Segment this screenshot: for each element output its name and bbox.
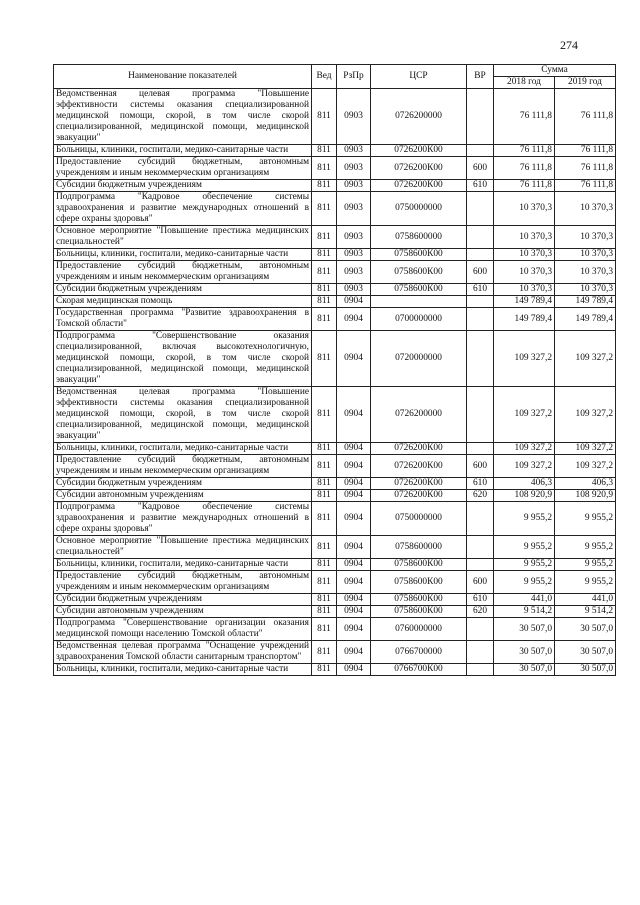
row-csr: 0766700000 <box>371 641 467 664</box>
row-vr: 610 <box>467 284 494 296</box>
row-value-2018: 30 507,0 <box>494 618 555 641</box>
row-value-2019: 108 920,9 <box>555 490 616 502</box>
row-value-2018: 109 327,2 <box>494 331 555 387</box>
row-name: Подпрограмма "Совершенствование организации оказания медицинской помощи населению Томской области" <box>54 618 312 641</box>
row-ved: 811 <box>312 284 337 296</box>
row-name: Субсидии бюджетным учреждениям <box>54 594 312 606</box>
row-name: Предоставление субсидий бюджетным, автономным учреждениям и иным некоммерческим организациям <box>54 571 312 594</box>
row-vr <box>467 331 494 387</box>
row-ved: 811 <box>312 606 337 618</box>
row-csr: 0750000000 <box>371 502 467 536</box>
table-row <box>54 284 616 296</box>
row-value-2019: 76 111,8 <box>555 180 616 192</box>
row-rzpr: 0903 <box>337 145 371 157</box>
row-rzpr: 0903 <box>337 226 371 249</box>
row-vr: 600 <box>467 571 494 594</box>
row-value-2018: 149 789,4 <box>494 308 555 331</box>
row-csr: 0700000000 <box>371 308 467 331</box>
row-rzpr: 0903 <box>337 157 371 180</box>
table-row <box>54 618 616 641</box>
row-ved: 811 <box>312 296 337 308</box>
row-csr <box>371 296 467 308</box>
row-vr <box>467 536 494 559</box>
table-row <box>54 226 616 249</box>
row-vr: 600 <box>467 157 494 180</box>
row-csr: 0726200000 <box>371 387 467 443</box>
row-name: Подпрограмма "Совершенствование оказания специализированной, включая высокотехнологичную, медицинской помощи, скорой, в том числе скорой специализированной, медицинской помощи, медицинской эвакуации" <box>54 331 312 387</box>
row-value-2019: 30 507,0 <box>555 618 616 641</box>
header-name: Наименование показателей <box>54 65 312 89</box>
row-csr: 0726200К00 <box>371 180 467 192</box>
row-vr <box>467 502 494 536</box>
row-value-2019: 30 507,0 <box>555 664 616 676</box>
table-row <box>54 571 616 594</box>
row-ved: 811 <box>312 594 337 606</box>
row-value-2018: 76 111,8 <box>494 157 555 180</box>
row-vr <box>467 249 494 261</box>
row-ved: 811 <box>312 89 337 145</box>
row-name: Предоставление субсидий бюджетным, автономным учреждениям и иным некоммерческим организациям <box>54 261 312 284</box>
row-value-2018: 10 370,3 <box>494 284 555 296</box>
header-row <box>54 65 616 77</box>
row-value-2019: 109 327,2 <box>555 455 616 478</box>
row-name: Ведомственная целевая программа "Оснащение учреждений здравоохранения Томской области санитарным транспортом" <box>54 641 312 664</box>
header-2019: 2019 год <box>555 77 616 89</box>
row-ved: 811 <box>312 664 337 676</box>
header-2018: 2018 год <box>494 77 555 89</box>
table-row <box>54 308 616 331</box>
row-vr <box>467 387 494 443</box>
row-value-2018: 109 327,2 <box>494 443 555 455</box>
row-value-2018: 76 111,8 <box>494 145 555 157</box>
row-csr: 0726200К00 <box>371 455 467 478</box>
row-value-2019: 9 955,2 <box>555 536 616 559</box>
table-row <box>54 559 616 571</box>
row-value-2018: 9 955,2 <box>494 559 555 571</box>
row-csr: 0726200К00 <box>371 145 467 157</box>
table-row <box>54 641 616 664</box>
row-rzpr: 0903 <box>337 89 371 145</box>
row-value-2019: 10 370,3 <box>555 249 616 261</box>
row-rzpr: 0903 <box>337 284 371 296</box>
row-name: Больницы, клиники, госпитали, медико-санитарные части <box>54 664 312 676</box>
row-rzpr: 0904 <box>337 571 371 594</box>
row-name: Субсидии бюджетным учреждениям <box>54 284 312 296</box>
row-rzpr: 0904 <box>337 664 371 676</box>
row-csr: 0766700К00 <box>371 664 467 676</box>
row-ved: 811 <box>312 536 337 559</box>
row-vr: 610 <box>467 594 494 606</box>
row-rzpr: 0903 <box>337 180 371 192</box>
row-name: Скорая медицинская помощь <box>54 296 312 308</box>
row-name: Субсидии автономным учреждениям <box>54 490 312 502</box>
row-value-2019: 10 370,3 <box>555 192 616 226</box>
row-value-2018: 406,3 <box>494 478 555 490</box>
header-csr: ЦСР <box>371 65 467 89</box>
row-value-2019: 9 955,2 <box>555 571 616 594</box>
row-ved: 811 <box>312 226 337 249</box>
row-value-2018: 149 789,4 <box>494 296 555 308</box>
row-value-2018: 9 514,2 <box>494 606 555 618</box>
row-csr: 0758600000 <box>371 226 467 249</box>
row-csr: 0758600000 <box>371 536 467 559</box>
row-rzpr: 0904 <box>337 594 371 606</box>
row-value-2018: 109 327,2 <box>494 387 555 443</box>
row-csr: 0726200К00 <box>371 157 467 180</box>
row-ved: 811 <box>312 192 337 226</box>
table-row <box>54 478 616 490</box>
row-value-2019: 10 370,3 <box>555 284 616 296</box>
row-value-2018: 10 370,3 <box>494 226 555 249</box>
row-value-2018: 76 111,8 <box>494 89 555 145</box>
row-csr: 0750000000 <box>371 192 467 226</box>
row-vr: 610 <box>467 478 494 490</box>
row-value-2019: 76 111,8 <box>555 89 616 145</box>
row-value-2018: 441,0 <box>494 594 555 606</box>
row-value-2019: 441,0 <box>555 594 616 606</box>
row-rzpr: 0903 <box>337 192 371 226</box>
row-vr <box>467 89 494 145</box>
row-rzpr: 0904 <box>337 296 371 308</box>
row-rzpr: 0904 <box>337 443 371 455</box>
row-csr: 0758600К00 <box>371 559 467 571</box>
row-name: Предоставление субсидий бюджетным, автономным учреждениям и иным некоммерческим организациям <box>54 157 312 180</box>
table-row <box>54 664 616 676</box>
row-csr: 0726200К00 <box>371 443 467 455</box>
row-value-2019: 149 789,4 <box>555 308 616 331</box>
row-vr: 620 <box>467 606 494 618</box>
row-vr <box>467 296 494 308</box>
row-ved: 811 <box>312 249 337 261</box>
row-value-2019: 406,3 <box>555 478 616 490</box>
row-name: Больницы, клиники, госпитали, медико-санитарные части <box>54 443 312 455</box>
row-value-2019: 109 327,2 <box>555 331 616 387</box>
row-csr: 0758600К00 <box>371 606 467 618</box>
row-vr <box>467 308 494 331</box>
row-rzpr: 0904 <box>337 387 371 443</box>
row-value-2018: 10 370,3 <box>494 249 555 261</box>
row-rzpr: 0904 <box>337 502 371 536</box>
row-value-2018: 76 111,8 <box>494 180 555 192</box>
row-value-2018: 9 955,2 <box>494 502 555 536</box>
row-name: Субсидии бюджетным учреждениям <box>54 478 312 490</box>
table-row <box>54 145 616 157</box>
row-value-2019: 10 370,3 <box>555 226 616 249</box>
row-value-2019: 76 111,8 <box>555 157 616 180</box>
table-row <box>54 261 616 284</box>
row-name: Субсидии автономным учреждениям <box>54 606 312 618</box>
row-rzpr: 0904 <box>337 559 371 571</box>
row-ved: 811 <box>312 180 337 192</box>
row-value-2019: 149 789,4 <box>555 296 616 308</box>
row-csr: 0758600К00 <box>371 284 467 296</box>
row-name: Ведомственная целевая программа "Повышение эффективности системы оказания специализированной медицинской помощи, скорой, в том числе скорой специализированной, медицинской помощи, медицинской эвакуации" <box>54 89 312 145</box>
row-vr <box>467 192 494 226</box>
row-vr <box>467 559 494 571</box>
table-row <box>54 443 616 455</box>
row-vr <box>467 443 494 455</box>
row-value-2018: 30 507,0 <box>494 641 555 664</box>
header-ved: Вед <box>312 65 337 89</box>
row-value-2019: 109 327,2 <box>555 443 616 455</box>
row-rzpr: 0903 <box>337 261 371 284</box>
row-csr: 0758600К00 <box>371 594 467 606</box>
row-csr: 0726200000 <box>371 89 467 145</box>
row-name: Подпрограмма "Кадровое обеспечение системы здравоохранения и развитие международных отношений в сфере охраны здоровья" <box>54 502 312 536</box>
row-value-2018: 108 920,9 <box>494 490 555 502</box>
row-ved: 811 <box>312 490 337 502</box>
header-sum: Сумма <box>494 65 616 77</box>
row-vr <box>467 641 494 664</box>
row-value-2018: 9 955,2 <box>494 571 555 594</box>
budget-table <box>53 64 616 676</box>
table-row <box>54 606 616 618</box>
row-vr <box>467 226 494 249</box>
table-row <box>54 89 616 145</box>
row-value-2019: 9 955,2 <box>555 502 616 536</box>
row-rzpr: 0904 <box>337 606 371 618</box>
table-row <box>54 331 616 387</box>
table-row <box>54 490 616 502</box>
row-value-2018: 9 955,2 <box>494 536 555 559</box>
row-csr: 0758600К00 <box>371 249 467 261</box>
header-rzpr: РзПр <box>337 65 371 89</box>
row-rzpr: 0904 <box>337 455 371 478</box>
row-rzpr: 0904 <box>337 641 371 664</box>
row-csr: 0760000000 <box>371 618 467 641</box>
page-number: 274 <box>560 38 578 52</box>
row-ved: 811 <box>312 443 337 455</box>
row-name: Государственная программа "Развитие здравоохранения в Томской области" <box>54 308 312 331</box>
table-row <box>54 536 616 559</box>
row-value-2019: 109 327,2 <box>555 387 616 443</box>
row-vr: 600 <box>467 261 494 284</box>
header-vr: ВР <box>467 65 494 89</box>
row-name: Больницы, клиники, госпитали, медико-санитарные части <box>54 145 312 157</box>
row-name: Основное мероприятие "Повышение престижа медицинских специальностей" <box>54 536 312 559</box>
row-name: Субсидии бюджетным учреждениям <box>54 180 312 192</box>
row-ved: 811 <box>312 478 337 490</box>
table-row <box>54 594 616 606</box>
row-vr <box>467 618 494 641</box>
table-row <box>54 455 616 478</box>
row-name: Подпрограмма "Кадровое обеспечение системы здравоохранения и развитие международных отношений в сфере охраны здоровья" <box>54 192 312 226</box>
row-vr: 600 <box>467 455 494 478</box>
row-csr: 0758600К00 <box>371 261 467 284</box>
row-csr: 0758600К00 <box>371 571 467 594</box>
row-value-2019: 9 514,2 <box>555 606 616 618</box>
row-ved: 811 <box>312 502 337 536</box>
row-vr <box>467 145 494 157</box>
row-ved: 811 <box>312 571 337 594</box>
row-csr: 0720000000 <box>371 331 467 387</box>
row-rzpr: 0903 <box>337 249 371 261</box>
table-row <box>54 296 616 308</box>
row-value-2018: 109 327,2 <box>494 455 555 478</box>
row-value-2018: 30 507,0 <box>494 664 555 676</box>
row-name: Больницы, клиники, госпитали, медико-санитарные части <box>54 249 312 261</box>
table-row <box>54 387 616 443</box>
row-rzpr: 0904 <box>337 536 371 559</box>
row-ved: 811 <box>312 145 337 157</box>
row-value-2018: 10 370,3 <box>494 192 555 226</box>
row-name: Больницы, клиники, госпитали, медико-санитарные части <box>54 559 312 571</box>
table-row <box>54 502 616 536</box>
row-name: Предоставление субсидий бюджетным, автономным учреждениям и иным некоммерческим организациям <box>54 455 312 478</box>
row-ved: 811 <box>312 455 337 478</box>
row-rzpr: 0904 <box>337 478 371 490</box>
row-rzpr: 0904 <box>337 618 371 641</box>
row-value-2019: 30 507,0 <box>555 641 616 664</box>
row-rzpr: 0904 <box>337 308 371 331</box>
row-ved: 811 <box>312 331 337 387</box>
row-rzpr: 0904 <box>337 490 371 502</box>
row-name: Ведомственная целевая программа "Повышение эффективности системы оказания специализированной медицинской помощи, скорой, в том числе скорой специализированной, медицинской помощи, медицинской эвакуации" <box>54 387 312 443</box>
row-ved: 811 <box>312 308 337 331</box>
row-vr <box>467 664 494 676</box>
row-value-2018: 10 370,3 <box>494 261 555 284</box>
table-row <box>54 192 616 226</box>
row-value-2019: 76 111,8 <box>555 145 616 157</box>
row-rzpr: 0904 <box>337 331 371 387</box>
table-row <box>54 157 616 180</box>
row-csr: 0726200К00 <box>371 478 467 490</box>
row-value-2019: 9 955,2 <box>555 559 616 571</box>
row-ved: 811 <box>312 559 337 571</box>
row-ved: 811 <box>312 618 337 641</box>
row-csr: 0726200К00 <box>371 490 467 502</box>
row-ved: 811 <box>312 157 337 180</box>
row-name: Основное мероприятие "Повышение престижа медицинских специальностей" <box>54 226 312 249</box>
table-row <box>54 180 616 192</box>
row-vr: 610 <box>467 180 494 192</box>
row-ved: 811 <box>312 261 337 284</box>
row-value-2019: 10 370,3 <box>555 261 616 284</box>
row-ved: 811 <box>312 641 337 664</box>
row-ved: 811 <box>312 387 337 443</box>
row-vr: 620 <box>467 490 494 502</box>
table-row <box>54 249 616 261</box>
